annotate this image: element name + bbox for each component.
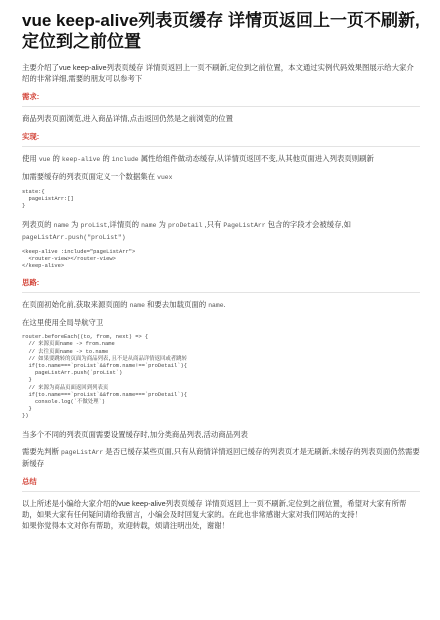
text: 为 xyxy=(71,219,79,229)
text: 需要先判断 xyxy=(22,446,59,456)
impl-paragraph-1 xyxy=(22,153,420,165)
text: 是否已缓存某些页面,只有从商情详情返回已缓存的列表页才是无刷新,未缓存的列表页面仍然需要新缓存 xyxy=(22,446,420,468)
text: 使用 xyxy=(22,154,37,163)
document-page xyxy=(22,10,420,537)
summary-text: 以上所述是小编给大家介绍的vue keep-alive列表页缓存 详情页返回上一页不刷新,定位到之前位置，希望对大家有所帮助，如果大家有任何疑问请给我留言，小编会及时回复大家的。在此也非常感谢大家对我们网站的支持！ 如果你觉得本文对你有帮助，欢迎转载，烦请注明出处，谢谢！ xyxy=(22,498,407,530)
code-block-state: state:{ pageListArr:[] } xyxy=(22,189,74,210)
impl-paragraph-2 xyxy=(22,171,420,183)
inline-code: name xyxy=(141,221,157,229)
text: 和要去加载页面的 xyxy=(147,300,207,310)
text: 的 xyxy=(52,154,60,163)
text: 属性给组件做动态缓存,从详情页返回不变,从其他页面进入列表页则刷新 xyxy=(140,154,374,163)
text: 在页面初始化前,获取来源页面的 xyxy=(22,300,128,310)
need-text: 商品列表页面浏览,进入商品详情,点击返回仍然是之前浏览的位置 xyxy=(22,114,234,123)
divider xyxy=(22,491,420,492)
text: 包含的字段才会被缓存,如 xyxy=(267,219,352,229)
heading-summary: 总结 xyxy=(22,476,37,486)
idea-paragraph-4 xyxy=(22,446,420,469)
text: 为 xyxy=(158,219,166,229)
idea-paragraph-2: 在这里使用全局导航守卫 xyxy=(22,318,104,328)
page-title: vue keep-alive列表页缓存 详情页返回上一页不刷新,定位到之前位置 xyxy=(22,11,420,51)
idea-paragraph-1 xyxy=(22,299,420,311)
heading-need: 需求: xyxy=(22,92,40,101)
inline-code: pageListArr xyxy=(61,448,104,456)
code-block-router: router.beforeEach((to, from, next) => { // 来源页面name -> from.name // 去往页面name -> to.name // 如果要跳转的页面为商品列表,且不是从商品详情返回或者跳转 if(to.name===`proList`&&from.name!==`proDetail`){ pageListArr.push(`proList`) } // 来源为商品页面返回到列表页 if(to.name===`proList`&&from.name===`proDetail`){ console.log(`不做处理`) } }) xyxy=(22,334,187,420)
heading-impl: 实现: xyxy=(22,132,40,141)
text: . xyxy=(223,300,226,310)
inline-code: proDetail xyxy=(167,221,203,229)
text: 的 xyxy=(102,154,110,163)
inline-code: name xyxy=(208,302,224,310)
inline-code: keep-alive xyxy=(61,156,101,163)
heading-idea: 思路: xyxy=(22,278,40,288)
inline-code: pageListArr.push("proList") xyxy=(22,233,126,241)
inline-code: name xyxy=(129,302,145,310)
impl-paragraph-3 xyxy=(22,219,420,243)
inline-code: proList xyxy=(80,221,108,229)
divider xyxy=(22,106,420,107)
text: 加需要缓存的列表页面定义一个数据集在 xyxy=(22,172,156,181)
inline-code: include xyxy=(111,156,139,163)
intro-paragraph: 主要介绍了vue keep-alive列表页缓存 详情页返回上一页不刷新,定位到之前位置，本文通过实例代码效果图展示给大家介绍的非常详细,需要的朋友可以参考下 xyxy=(22,63,414,83)
text: ,详情页的 xyxy=(107,219,139,229)
code-block-keep-alive: <keep-alive :include="pageListArr"> <router-view></router-view> </keep-alive> xyxy=(22,248,136,270)
inline-code: PageListArr xyxy=(223,221,266,229)
divider xyxy=(22,146,420,147)
text: ,只有 xyxy=(204,219,222,229)
inline-code: vue xyxy=(38,156,51,163)
inline-code: name xyxy=(53,221,69,229)
divider xyxy=(22,292,420,293)
idea-paragraph-3: 当多个不同的列表页面需要设置缓存时,加分类商品列表,活动商品列表 xyxy=(22,429,248,439)
text: 列表页的 xyxy=(22,219,52,229)
inline-code: vuex xyxy=(157,174,173,181)
